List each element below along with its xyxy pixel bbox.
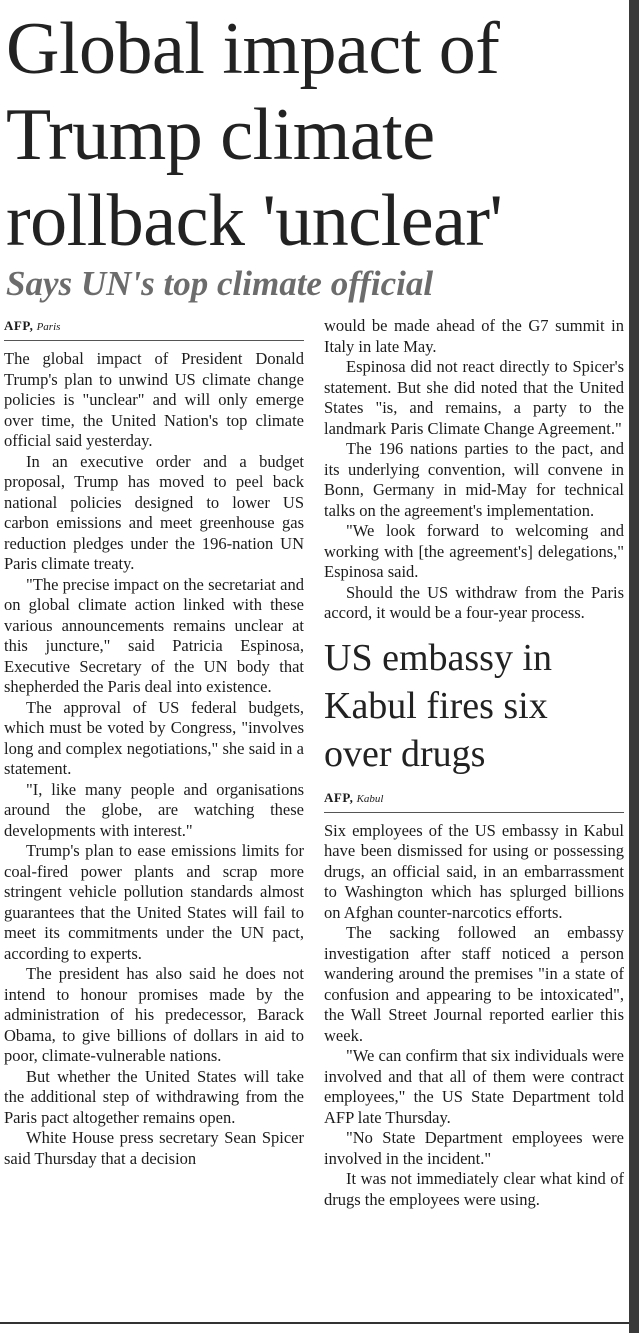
article-column-right	[324, 316, 624, 1210]
paragraph: "We can confirm that six individuals were involved and that all of them were contract employees," the US State Department told AFP late Thursday.	[324, 1046, 624, 1127]
paragraph: The sacking followed an embassy investigation after staff noticed a person wandering around the premises "in a state of confusion and appearing to be intoxicated", the Wall Street Journal reported earlier this week.	[324, 923, 624, 1045]
article-column-left	[4, 312, 304, 1169]
paragraph: "No State Department employees were involved in the incident."	[324, 1128, 624, 1168]
paragraph: The 196 nations parties to the pact, and its underlying convention, will convene in Bonn, Germany in mid-May for technical talks on the agreement's implementation.	[324, 439, 624, 520]
page-edge-strip	[629, 0, 639, 1333]
second-article-headline: US embassy in Kabul fires six over drugs	[324, 636, 552, 775]
byline-place: Paris	[36, 321, 61, 333]
paragraph: It was not immediately clear what kind of drugs the employees were using.	[324, 1169, 624, 1209]
paragraph: White House press secretary Sean Spicer said Thursday that a decision	[4, 1128, 304, 1168]
paragraph: The president has also said he does not intend to honour promises made by the administration of his predecessor, Barack Obama, to give billions of dollars in aid to poor, climate-vulnerable nations.	[4, 964, 304, 1065]
bottom-rule	[0, 1322, 629, 1324]
paragraph: would be made ahead of the G7 summit in Italy in late May.	[324, 316, 624, 356]
article-headline: Global impact of Trump climate rollback 'unclear'	[6, 8, 503, 262]
paragraph: The approval of US federal budgets, which must be voted by Congress, "involves long and complex negotiations," she said in a statement.	[4, 697, 304, 778]
second-article-byline	[324, 784, 624, 813]
byline-agency: AFP,	[324, 789, 354, 805]
byline-place: Kabul	[356, 792, 384, 805]
byline-agency: AFP,	[4, 318, 34, 333]
paragraph: The global impact of President Donald Trump's plan to unwind US climate change policies is "unclear" and will only emerge over time, the United Nation's top climate official said yesterday.	[4, 349, 304, 450]
paragraph: Should the US withdraw from the Paris accord, it would be a four-year process.	[324, 582, 624, 622]
paragraph: "The precise impact on the secretariat and on global climate action linked with these various announcements remains unclear at this juncture," said Patricia Espinosa, Executive Secretary of the UN body that shepherded the Paris deal into existence.	[4, 574, 304, 696]
paragraph: In an executive order and a budget proposal, Trump has moved to peel back national policies designed to lower US carbon emissions and meet greenhouse gas reduction pledges under the 196-nation UN Paris climate treaty.	[4, 451, 304, 573]
paragraph: Trump's plan to ease emissions limits for coal-fired power plants and scrap more stringent vehicle pollution standards almost guarantees that the United States will fail to meet its commitments under the UN pact, according to experts.	[4, 841, 304, 963]
paragraph: "We look forward to welcoming and working with [the agreement's] delegations," Espinosa said.	[324, 521, 624, 581]
paragraph: Six employees of the US embassy in Kabul have been dismissed for using or possessing drugs, an official said, in an embarrassment to Washington which has splurged billions on Afghan counter-narcotics efforts.	[324, 820, 624, 922]
paragraph: But whether the United States will take the additional step of withdrawing from the Paris pact altogether remains open.	[4, 1066, 304, 1127]
byline	[4, 312, 304, 341]
paragraph: Espinosa did not react directly to Spicer's statement. But she did noted that the United States "is, and remains, a party to the landmark Paris Climate Change Agreement."	[324, 357, 624, 438]
paragraph: "I, like many people and organisations around the globe, are watching these developments with interest."	[4, 779, 304, 840]
article-subhead: Says UN's top climate official	[6, 264, 434, 303]
